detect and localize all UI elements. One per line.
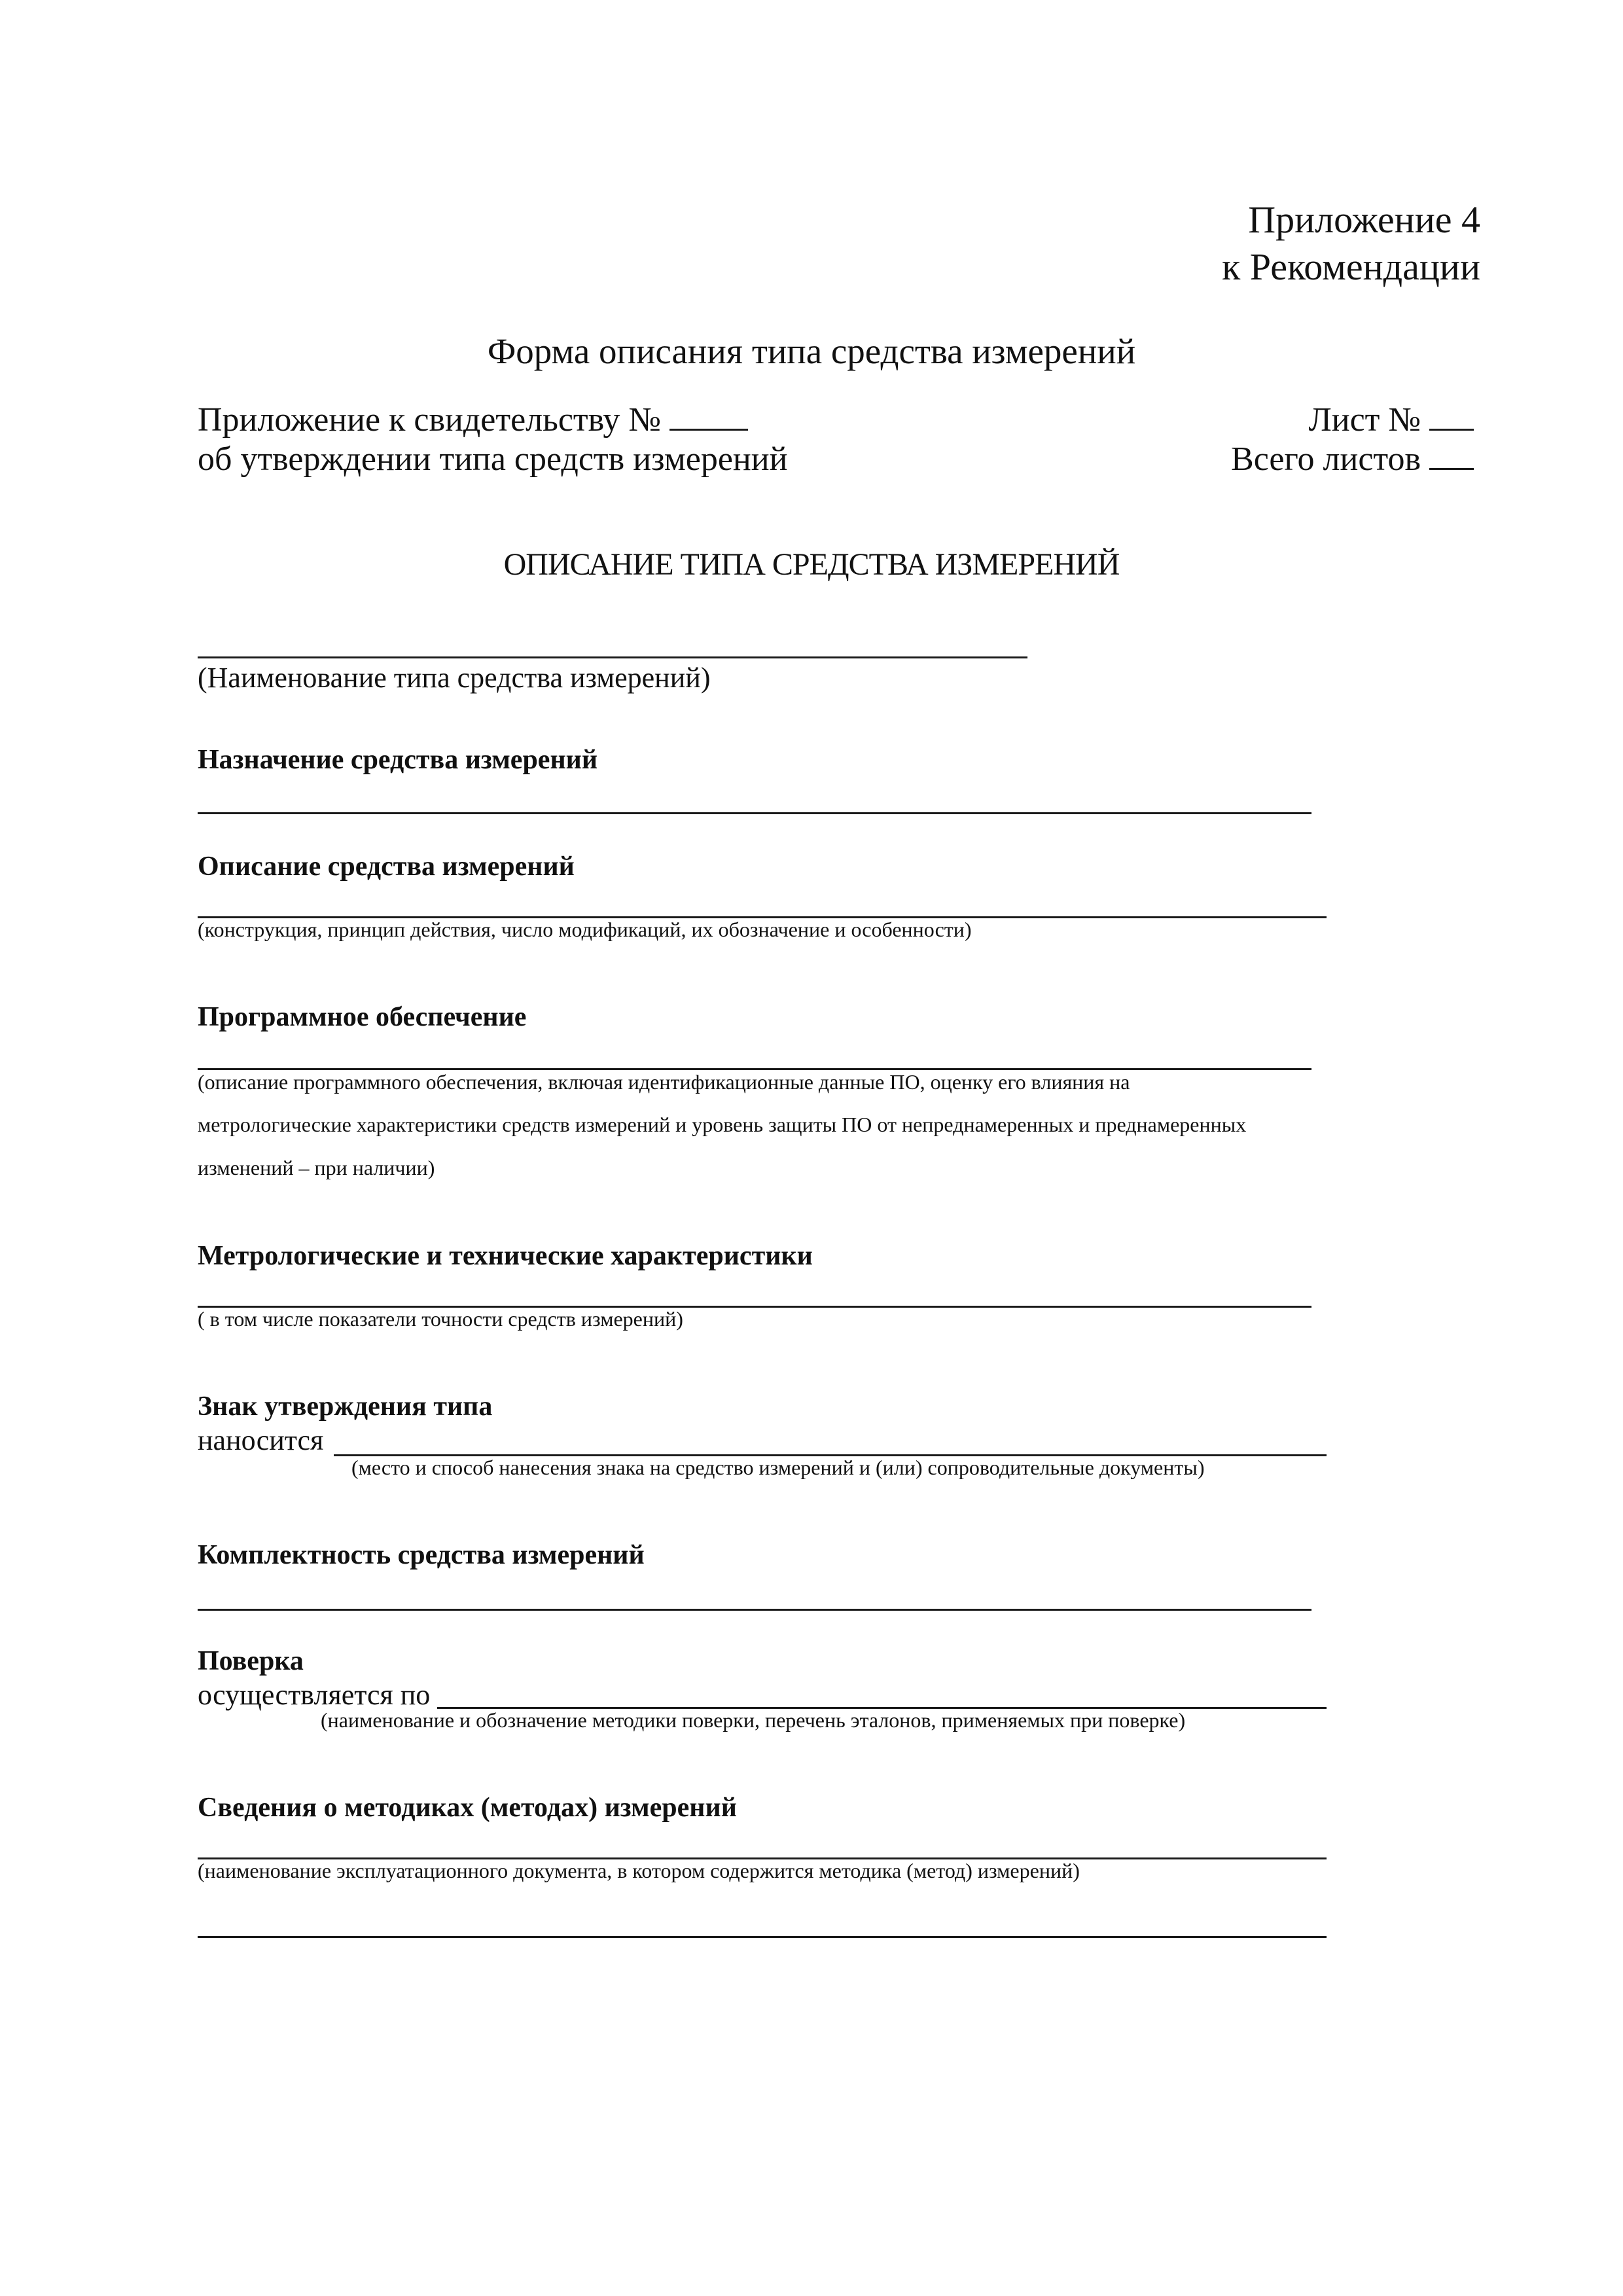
certificate-number-field[interactable] — [669, 429, 748, 431]
type-name-field[interactable] — [198, 656, 1027, 658]
sheet-number-label: Лист № — [1308, 401, 1474, 439]
total-sheets-field[interactable] — [1429, 468, 1474, 470]
sheet-number-field[interactable] — [1429, 429, 1474, 431]
form-title: Форма описания типа средства измерений — [487, 331, 1136, 371]
software-caption-line3: изменений – при наличии) — [198, 1156, 435, 1179]
purpose-field[interactable] — [198, 812, 1311, 814]
approval-mark-caption: (место и способ нанесения знака на средство измерений и (или) сопроводительные документы) — [351, 1456, 1205, 1479]
software-heading: Программное обеспечение — [198, 1002, 527, 1032]
verification-caption: (наименование и обозначение методики поверки, перечень эталонов, применяемых при поверке) — [321, 1708, 1186, 1732]
appendix-reference: к Рекомендации — [1222, 245, 1480, 288]
software-caption-line2: метрологические характеристики средств измерений и уровень защиты ПО от непреднамеренных и преднамеренных — [198, 1113, 1247, 1136]
verification-label: осуществляется по — [198, 1679, 431, 1711]
completeness-field[interactable] — [198, 1609, 1311, 1611]
verification-heading: Поверка — [198, 1646, 304, 1676]
purpose-heading: Назначение средства измерений — [198, 745, 598, 775]
description-caption: (конструкция, принцип действия, число модификаций, их обозначение и особенности) — [198, 918, 972, 941]
software-caption-line1: (описание программного обеспечения, включая идентификационные данные ПО, оценку его влияния на — [198, 1070, 1130, 1094]
type-name-caption: (Наименование типа средства измерений) — [198, 662, 711, 694]
methods-extra-field[interactable] — [198, 1936, 1327, 1938]
description-heading: Описание средства измерений — [198, 852, 575, 882]
characteristics-caption: ( в том числе показатели точности средств измерений) — [198, 1307, 683, 1331]
certificate-approval-label: об утверждении типа средств измерений — [198, 440, 788, 478]
document-main-title: ОПИСАНИЕ ТИПА СРЕДСТВА ИЗМЕРЕНИЙ — [503, 547, 1120, 582]
methods-heading: Сведения о методиках (методах) измерений — [198, 1793, 737, 1823]
appendix-number: Приложение 4 — [1248, 198, 1480, 241]
approval-mark-heading: Знак утверждения типа — [198, 1391, 493, 1422]
total-sheets-label: Всего листов — [1231, 440, 1474, 478]
characteristics-heading: Метрологические и технические характеристики — [198, 1241, 813, 1271]
completeness-heading: Комплектность средства измерений — [198, 1540, 645, 1570]
methods-caption: (наименование эксплуатационного документа, в котором содержится методика (метод) измерений) — [198, 1859, 1080, 1882]
approval-mark-label: наносится — [198, 1424, 324, 1456]
certificate-appendix-label: Приложение к свидетельству № — [198, 401, 748, 439]
appendix-note — [1222, 196, 1480, 291]
